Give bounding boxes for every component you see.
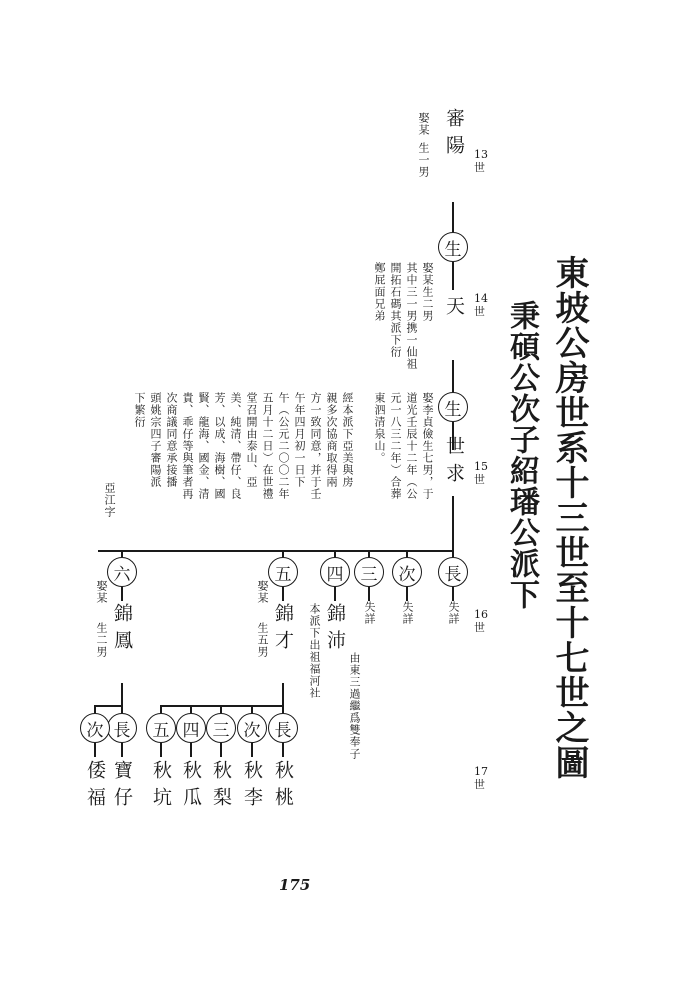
gen16-rank-2: 次	[392, 557, 422, 587]
gen13-sons: 生一男	[417, 142, 430, 178]
gen13-wife: 娶某	[417, 112, 430, 136]
gen15-rank-circle: 生	[438, 392, 468, 422]
gen14-note-3: 開拓石碼其派下衍	[389, 262, 402, 358]
title-sub: 秉碩公次子紹璠公派下	[504, 300, 539, 610]
gen-label-14: 14 世	[474, 292, 488, 318]
gen17-rank-1: 長	[268, 713, 298, 743]
essay-line-7: 堂召開由泰山、亞	[245, 392, 258, 488]
gen17-rank-7: 次	[80, 713, 110, 743]
essay-line-1: 經本派下亞美與房	[341, 392, 354, 488]
title-main: 東坡公房世系十三世至十七世之圖	[549, 255, 589, 780]
gen-label-13: 13 世	[474, 148, 488, 174]
essay-line-12: 次商議同意承接播	[165, 392, 178, 488]
gen16-4-note2: 由東三過繼爲雙奉子	[348, 652, 361, 760]
essay-line-4: 午年四月初一日下	[293, 392, 306, 488]
gen16-5-sons: 生五男	[256, 622, 269, 658]
gen17-rank-3: 三	[206, 713, 236, 743]
gen14-note-4: 鄭屁面兄弟	[373, 262, 386, 322]
gen17-3-name: 秋梨	[210, 760, 232, 814]
gen16-rank-6: 六	[107, 557, 137, 587]
gen17-rank-6: 長	[107, 713, 137, 743]
essay-line-13: 頭姚宗四子審陽派	[149, 392, 162, 488]
essay-line-3: 方一致同意，并于壬	[309, 392, 322, 500]
gen16-rank-3: 三	[354, 557, 384, 587]
gen17-2-name: 秋李	[241, 760, 263, 814]
gen16-5-name: 錦才	[272, 603, 294, 657]
essay-signature: 亞江字	[103, 482, 116, 518]
gen16-5-wife: 娶某	[256, 580, 269, 604]
gen17-6-name: 寶仔	[111, 760, 133, 814]
gen14-name: 天	[443, 296, 465, 323]
essay-line-6: 五月十二日）在世禮	[261, 392, 274, 500]
gen16-4-name: 錦沛	[324, 603, 346, 657]
gen14-note-1: 娶某生二男	[421, 262, 434, 322]
gen16-4-note: 本派下出祖福河社	[308, 603, 321, 699]
gen17-5-name: 秋坑	[150, 760, 172, 814]
gen15-note-2: 道光壬辰十二年（公	[405, 392, 418, 500]
gen13-name: 審陽	[443, 108, 465, 162]
gen16-rank-5: 五	[268, 557, 298, 587]
gen15-note-1: 娶李貞儉生七男，于	[421, 392, 434, 500]
essay-line-10: 賢、龍海、國金、清	[197, 392, 210, 500]
gen16-branch-line	[98, 550, 454, 552]
gen16-6-wife: 娶某	[95, 580, 108, 604]
gen17-4-name: 秋瓜	[180, 760, 202, 814]
gen16-6-name: 錦鳳	[111, 603, 133, 657]
gen16-1-note: 失詳	[447, 601, 460, 625]
gen17-rank-2: 次	[237, 713, 267, 743]
essay-line-14: 下繁衍	[133, 392, 146, 428]
essay-line-9: 芳、以成、海樹、國	[213, 392, 226, 500]
gen16-3-note: 失詳	[363, 601, 376, 625]
gen15-name: 世求	[443, 436, 465, 490]
gen15-note-4: 東泗清泉山。	[373, 392, 386, 464]
essay-line-2: 親多次協商取得兩	[325, 392, 338, 488]
gen17-rank-4: 四	[176, 713, 206, 743]
gen16-rank-1: 長	[438, 557, 468, 587]
essay-line-8: 美、純清、帶仔、良	[229, 392, 242, 500]
gen16-6-sons: 生二男	[95, 622, 108, 658]
gen17-7-name: 倭福	[84, 760, 106, 814]
gen-label-15: 15 世	[474, 460, 488, 486]
gen17-rank-5: 五	[146, 713, 176, 743]
gen14-rank-circle: 生	[438, 232, 468, 262]
gen16-rank-4: 四	[320, 557, 350, 587]
essay-line-11: 貴、乖仔等與筆者再	[181, 392, 194, 500]
gen-label-16: 16 世	[474, 608, 488, 634]
gen-label-17: 17 世	[474, 765, 488, 791]
gen16-2-note: 失詳	[401, 601, 414, 625]
gen15-note-3: 元一八三二年）合葬	[389, 392, 402, 500]
gen14-note-2: 其中三一男携一仙祖	[405, 262, 418, 370]
page-number: 175	[279, 876, 311, 894]
gen17-1-name: 秋桃	[272, 760, 294, 814]
essay-line-5: 午（公元二〇〇二年	[277, 392, 290, 500]
